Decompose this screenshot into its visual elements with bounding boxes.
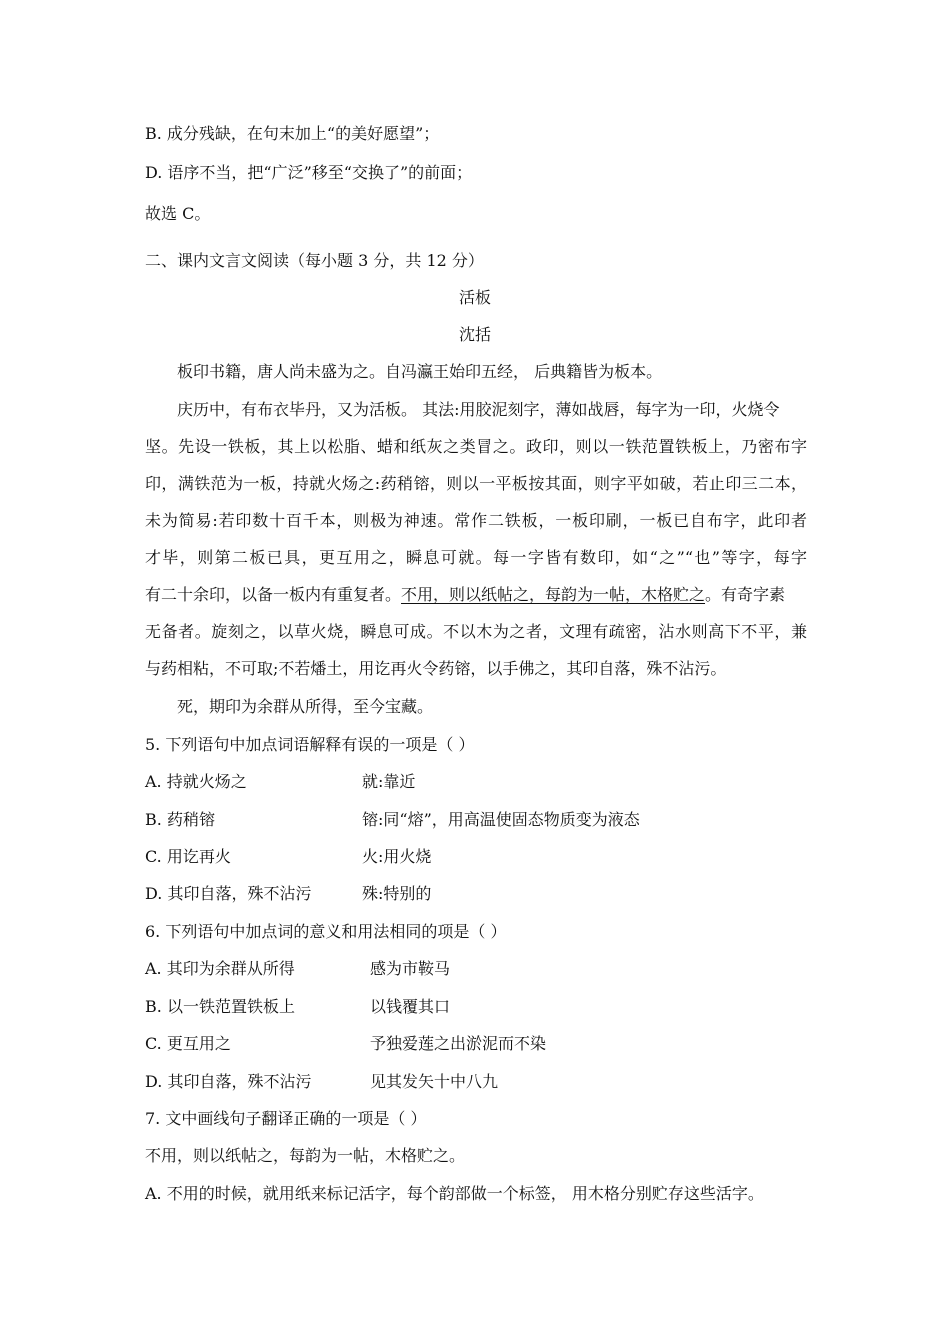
underlined-sentence: 不用，则以纸帖之，每韵为一帖，木格贮之 <box>401 585 706 604</box>
q7-target-sentence: 不用，则以纸帖之，每韵为一帖，木格贮之。 <box>145 1146 466 1165</box>
passage-line: 印，满铁范为一板，持就火炀之:药稍镕，则以一平板按其面，则字平如破，若止印三二本， <box>145 474 807 493</box>
passage-line: 与药相粘，不可取;不若燔土，用讫再火令药镕，以手佛之，其印自落，殊不沾污。 <box>145 659 727 678</box>
passage-paragraph-1: 板印书籍，唐人尚未盛为之。自冯瀛王始印五经， 后典籍皆为板本。 <box>177 362 663 381</box>
passage-line-with-underline <box>145 585 785 605</box>
q5-option-b: B. 药稍镕 <box>145 810 215 829</box>
question-7-stem: 7. 文中画线句子翻译正确的一项是（ ） <box>145 1109 427 1128</box>
passage-title: 活板 <box>458 288 491 307</box>
passage-line: 坚。先设一铁板，其上以松脂、蜡和纸灰之类冒之。政印，则以一铁范置铁板上，乃密布字 <box>145 437 807 456</box>
section-heading: 二、课内文言文阅读（每小题 3 分，共 12 分） <box>145 251 484 270</box>
passage-author: 沈括 <box>458 325 491 344</box>
q5-option-c-gloss: 火:用火烧 <box>362 847 432 866</box>
q6-option-a-compare: 感为市鞍马 <box>370 959 451 978</box>
question-6-stem: 6. 下列语句中加点词的意义和用法相同的项是（ ） <box>145 922 507 941</box>
q5-option-a: A. 持就火炀之 <box>145 772 247 791</box>
passage-text: 。有奇字素 <box>705 585 786 604</box>
q5-option-a-gloss: 就:靠近 <box>362 772 416 791</box>
q7-option-a: A. 不用的时候，就用纸来标记活字，每个韵部做一个标签， 用木格分别贮存这些活字。 <box>145 1184 764 1203</box>
answer-note-d: D. 语序不当，把“广泛”移至“交换了”的前面； <box>145 163 473 182</box>
q6-option-d-compare: 见其发矢十中八九 <box>370 1072 499 1091</box>
q6-option-c-compare: 予独爱莲之出淤泥而不染 <box>370 1034 547 1053</box>
q6-option-d: D. 其印自落，殊不沾污 <box>145 1072 312 1091</box>
q5-option-c: C. 用讫再火 <box>145 847 231 866</box>
q5-option-d: D. 其印自落，殊不沾污 <box>145 884 312 903</box>
q6-option-b: B. 以一铁范置铁板上 <box>145 997 295 1016</box>
passage-paragraph-3: 死，期印为余群从所得，至今宝藏。 <box>177 697 434 716</box>
passage-line: 无备者。旋刻之，以草火烧，瞬息可成。不以木为之者，文理有疏密，沾水则高下不平，兼 <box>145 622 807 641</box>
passage-text: 有二十余印，以备一板内有重复者。 <box>145 585 402 604</box>
q5-option-b-gloss: 镕:同“熔”，用高温使固态物质变为液态 <box>362 810 640 829</box>
passage-line: 未为简易:若印数十百千本，则极为神速。常作二铁板，一板印刷，一板已自布字，此印者 <box>145 511 807 530</box>
passage-line: 才毕，则第二板已具，更互用之，瞬息可就。每一字皆有数印，如“之”“也”等字，每字 <box>145 548 807 567</box>
question-5-stem: 5. 下列语句中加点词语解释有误的一项是（ ） <box>145 735 475 754</box>
q5-option-d-gloss: 殊:特别的 <box>362 884 432 903</box>
q6-option-c: C. 更互用之 <box>145 1034 231 1053</box>
q6-option-a: A. 其印为余群从所得 <box>145 959 295 978</box>
answer-note-b: B. 成分残缺，在句末加上“的美好愿望”； <box>145 124 440 143</box>
passage-line: 庆历中，有布衣毕丹，又为活板。 其法:用胶泥刻字，薄如战唇，每字为一印，火烧令 <box>177 400 780 419</box>
answer-conclusion: 故选 C。 <box>145 204 211 223</box>
q6-option-b-compare: 以钱覆其口 <box>370 997 451 1016</box>
